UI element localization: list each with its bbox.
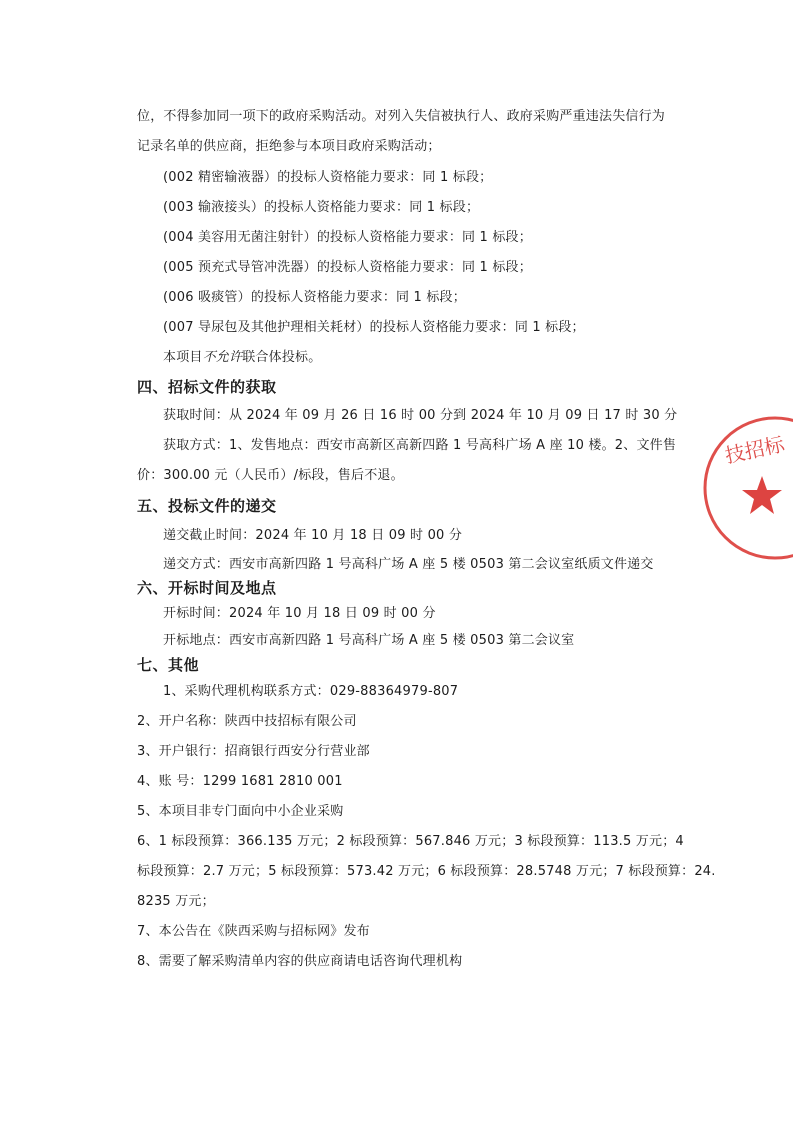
consortium-statement — [163, 349, 321, 367]
section-4-heading: 四、招标文件的获取 — [137, 378, 277, 396]
lot-007-requirement: (007 导尿包及其他护理相关耗材）的投标人资格能力要求：同 1 标段； — [163, 320, 585, 335]
lot-004-requirement: (004 美容用无菌注射针）的投标人资格能力要求：同 1 标段； — [163, 230, 532, 245]
consortium-suffix: 联合体投标。 — [242, 350, 322, 365]
seal-text: 技招标 — [722, 431, 787, 468]
lot-005-requirement: (005 预充式导管冲洗器）的投标人资格能力要求：同 1 标段； — [163, 260, 532, 275]
acquisition-method-line-2: 价：300.00 元（人民币）/标段，售后不退。 — [137, 468, 404, 483]
section-6-heading: 六、开标时间及地点 — [137, 579, 277, 597]
other-item-6-line-2: 标段预算：2.7 万元；5 标段预算：573.42 万元；6 标段预算：28.5748 万元；7 标段预算：24. — [137, 864, 716, 879]
lot-003-requirement: (003 输液接头）的投标人资格能力要求：同 1 标段； — [163, 200, 480, 215]
other-item-1: 1、采购代理机构联系方式：029-88364979-807 — [163, 684, 459, 699]
intro-line-1: 位，不得参加同一项下的政府采购活动。对列入失信被执行人、政府采购严重违法失信行为 — [137, 109, 666, 124]
other-item-4: 4、账 号：1299 1681 2810 001 — [137, 774, 343, 789]
consortium-prefix: 本项目 — [163, 350, 203, 365]
other-item-5: 5、本项目非专门面向中小企业采购 — [137, 804, 344, 819]
consortium-emphasis: 不允许 — [202, 350, 243, 365]
other-item-7: 7、本公告在《陕西采购与招标网》发布 — [137, 924, 370, 939]
section-5-heading: 五、投标文件的递交 — [137, 497, 277, 515]
seal-star-icon — [742, 476, 782, 514]
lot-006-requirement: (006 吸痰管）的投标人资格能力要求：同 1 标段； — [163, 290, 466, 305]
submission-deadline: 递交截止时间：2024 年 10 月 18 日 09 时 00 分 — [163, 528, 463, 543]
other-item-8: 8、需要了解采购清单内容的供应商请电话咨询代理机构 — [137, 954, 463, 969]
section-7-heading: 七、其他 — [137, 656, 200, 674]
opening-place: 开标地点：西安市高新四路 1 号高科广场 A 座 5 楼 0503 第二会议室 — [163, 633, 575, 648]
other-item-6-line-3: 8235 万元； — [137, 894, 215, 909]
intro-line-2: 记录名单的供应商，拒绝参与本项目政府采购活动； — [137, 139, 441, 154]
opening-time: 开标时间：2024 年 10 月 18 日 09 时 00 分 — [163, 606, 436, 621]
acquisition-method-line-1: 获取方式：1、发售地点：西安市高新区高新四路 1 号高科广场 A 座 10 楼。2、文件售 — [163, 438, 677, 453]
submission-method: 递交方式：西安市高新四路 1 号高科广场 A 座 5 楼 0503 第二会议室纸质文件递交 — [163, 557, 654, 572]
other-item-2: 2、开户名称：陕西中技招标有限公司 — [137, 714, 357, 729]
other-item-3: 3、开户银行：招商银行西安分行营业部 — [137, 744, 370, 759]
company-seal-stamp — [700, 398, 793, 578]
acquisition-time: 获取时间：从 2024 年 09 月 26 日 16 时 00 分到 2024 年 10 月 09 日 17 时 30 分 — [163, 408, 678, 423]
other-item-6-line-1: 6、1 标段预算：366.135 万元；2 标段预算：567.846 万元；3 标段预算：113.5 万元；4 — [137, 834, 684, 849]
lot-002-requirement: (002 精密输液器）的投标人资格能力要求：同 1 标段； — [163, 170, 493, 185]
